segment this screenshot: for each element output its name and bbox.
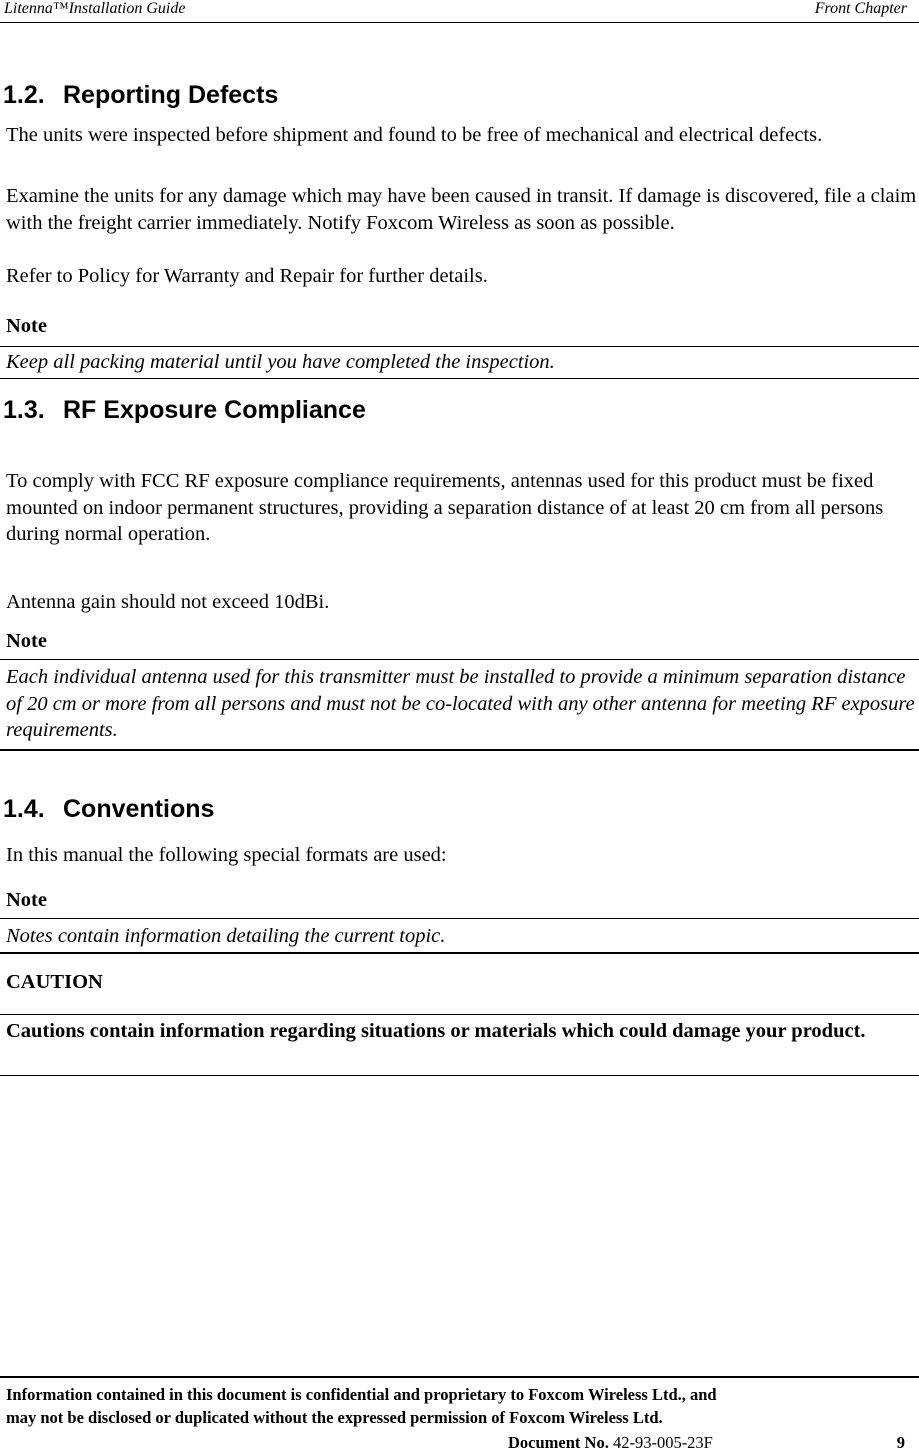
document-number-label: Document No. <box>508 1433 609 1452</box>
caution-top-rule <box>0 1014 919 1015</box>
note-bottom-rule <box>0 749 919 751</box>
note-text: Keep all packing material until you have completed the inspection. <box>6 351 555 373</box>
footer-confidentiality-line-2: may not be disclosed or duplicated without the expressed permission of Foxcom Wireless Ltd. <box>6 1408 663 1427</box>
note-top-rule <box>0 918 919 919</box>
header-chapter-title: Front Chapter <box>814 0 907 17</box>
document-number-value: 42-93-005-23F <box>612 1433 713 1452</box>
section-title: Conventions <box>63 795 215 823</box>
section-number: 1.2. <box>3 81 45 109</box>
section-heading-rf-exposure <box>3 396 366 424</box>
note-label: Note <box>6 889 47 911</box>
paragraph-inspection: The units were inspected before shipment and found to be free of mechanical and electrical defects. <box>6 124 823 146</box>
section-title: RF Exposure Compliance <box>63 396 366 424</box>
paragraph-warranty-reference: Refer to Policy for Warranty and Repair for further details. <box>6 265 488 287</box>
footer-confidentiality-line-1: Information contained in this document is confidential and proprietary to Foxcom Wireless Ltd., and <box>6 1385 717 1404</box>
section-number: 1.4. <box>3 795 45 823</box>
section-heading-reporting-defects <box>3 81 278 109</box>
page-number: 9 <box>896 1433 905 1452</box>
note-label: Note <box>6 630 47 652</box>
document-number <box>508 1432 713 1454</box>
note-text: Notes contain information detailing the current topic. <box>6 925 446 947</box>
caution-bottom-rule <box>0 1075 919 1076</box>
section-title: Reporting Defects <box>63 81 279 109</box>
note-bottom-rule <box>0 952 919 954</box>
paragraph-special-formats: In this manual the following special formats are used: <box>6 844 447 866</box>
paragraph-examine-units: Examine the units for any damage which may have been caused in transit. If damage is discovered, file a claim with the freight carrier immediately. Notify Foxcom Wireless as soon as possible. <box>6 185 917 234</box>
note-label: Note <box>6 315 47 337</box>
section-heading-conventions <box>3 795 214 823</box>
page-header <box>0 0 919 23</box>
note-text: Each individual antenna used for this transmitter must be installed to provide a minimum separation distance of 20 cm or more from all persons and must not be co-located with any other antenna for meeting RF exposure requirements. <box>6 666 915 741</box>
caution-text: Cautions contain information regarding situations or materials which could damage your product. <box>6 1020 866 1042</box>
caution-label: CAUTION <box>6 971 103 993</box>
header-guide-title: Litenna™Installation Guide <box>4 0 186 17</box>
paragraph-antenna-gain: Antenna gain should not exceed 10dBi. <box>6 591 330 613</box>
note-top-rule <box>0 659 919 660</box>
paragraph-fcc-compliance: To comply with FCC RF exposure compliance requirements, antennas used for this product must be fixed mounted on indoor permanent structures, providing a separation distance of at least 20 cm from all persons during normal operation. <box>6 470 884 545</box>
note-top-rule <box>0 346 919 347</box>
page-footer <box>0 1376 919 1452</box>
section-number: 1.3. <box>3 396 45 424</box>
note-bottom-rule <box>0 378 919 379</box>
